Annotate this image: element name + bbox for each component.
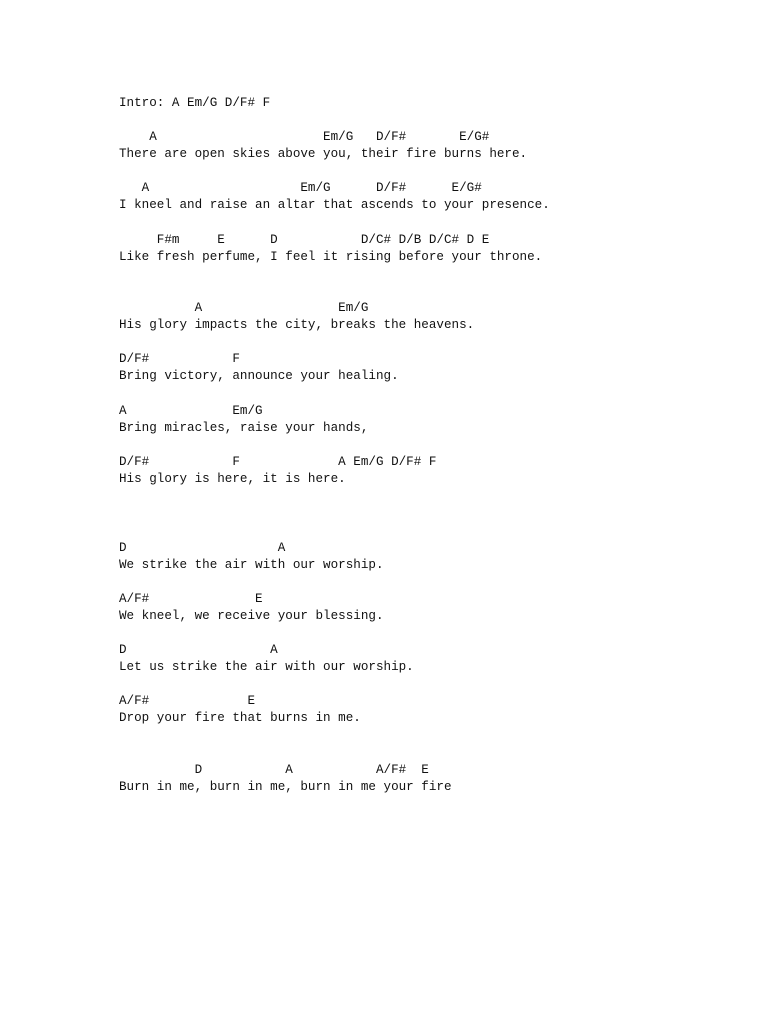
chord-line: D A [119,643,278,657]
chord-line: D/F# F [119,352,240,366]
lyric-line: Bring miracles, raise your hands, [119,421,369,435]
intro-line: Intro: A Em/G D/F# F [119,96,271,110]
chord-line: A Em/G D/F# E/G# [119,181,482,195]
chord-line: A Em/G [119,404,263,418]
chord-line: A/F# E [119,592,263,606]
chord-line: D/F# F A Em/G D/F# F [119,455,437,469]
lyric-line: Drop your fire that burns in me. [119,711,361,725]
chord-line: D A [119,541,286,555]
chord-line: A Em/G [119,301,369,315]
chord-line: F#m E D D/C# D/B D/C# D E [119,233,490,247]
lyric-line: We strike the air with our worship. [119,558,384,572]
lyric-line: Burn in me, burn in me, burn in me your fire [119,780,452,794]
lyric-line: There are open skies above you, their fire burns here. [119,147,528,161]
chord-line: A Em/G D/F# E/G# [119,130,490,144]
chord-line: D A A/F# E [119,763,429,777]
chord-line: A/F# E [119,694,256,708]
lyric-line: His glory is here, it is here. [119,472,346,486]
lyric-line: We kneel, we receive your blessing. [119,609,384,623]
lyric-line: Like fresh perfume, I feel it rising before your throne. [119,250,543,264]
lyric-line: Let us strike the air with our worship. [119,660,414,674]
lyric-line: Bring victory, announce your healing. [119,369,399,383]
lyric-line: I kneel and raise an altar that ascends to your presence. [119,198,550,212]
lyric-line: His glory impacts the city, breaks the heavens. [119,318,475,332]
